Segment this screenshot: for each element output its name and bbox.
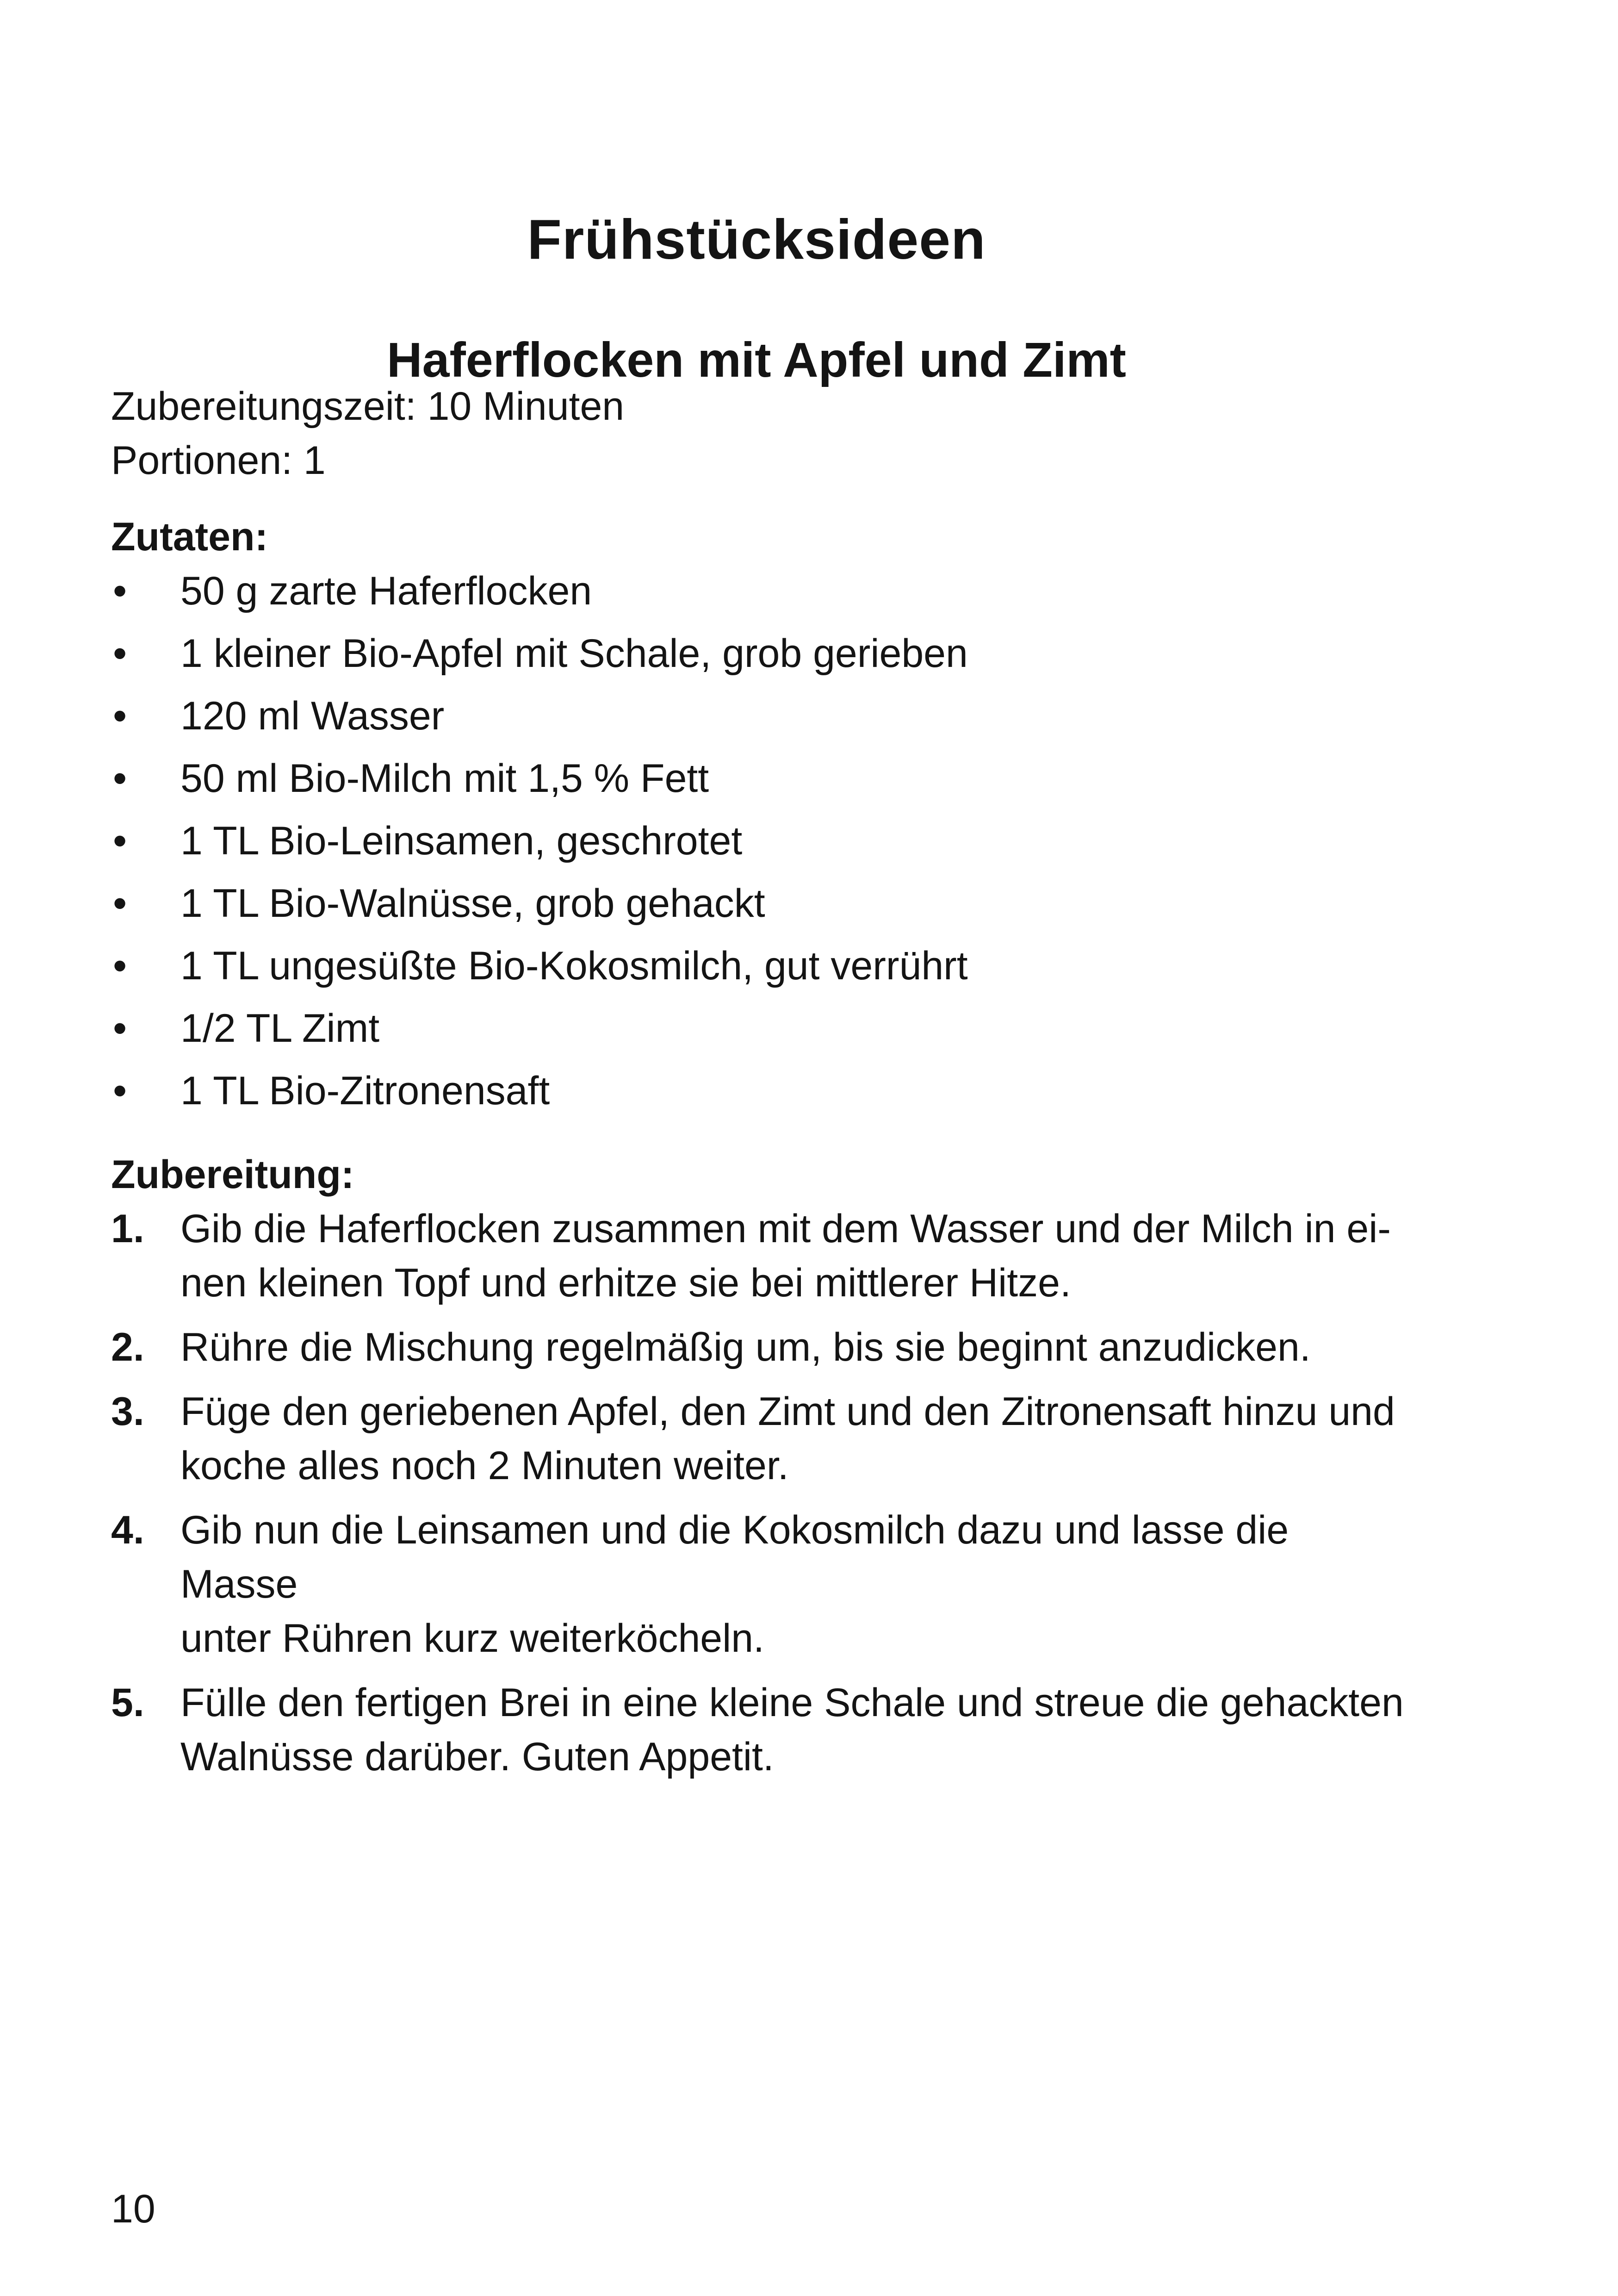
step-list [111,1202,1416,1784]
ingredient-text: 1 TL Bio-Leinsamen, geschrotet [180,819,743,863]
step-item [111,1320,1416,1375]
bullet-icon: • [113,569,127,613]
ingredient-item [111,1002,1416,1056]
steps-heading: Zubereitung: [111,1152,354,1197]
step-item [111,1385,1416,1493]
bullet-icon: • [113,694,127,738]
step-text: Fülle den fertigen Brei in eine kleine Schale und streue die gehackten Walnüsse darüber. Guten Appetit. [180,1680,1404,1779]
step-number: 1. [111,1207,144,1251]
bullet-icon: • [113,1006,127,1051]
step-item [111,1503,1416,1666]
bullet-icon: • [113,881,127,926]
ingredient-text: 1 TL ungesüßte Bio-Kokosmilch, gut verrührt [180,944,968,988]
step-number: 3. [111,1389,144,1434]
ingredient-item [111,939,1416,993]
ingredients-heading: Zutaten: [111,515,268,559]
ingredient-text: 1 TL Bio-Zitronensaft [180,1069,550,1113]
bullet-icon: • [113,756,127,801]
prep-time: Zubereitungszeit: 10 Minuten [111,384,625,429]
ingredient-item [111,627,1416,681]
bullet-icon: • [113,944,127,988]
bullet-icon: • [113,819,127,863]
ingredient-text: 1 TL Bio-Walnüsse, grob gehackt [180,881,765,926]
ingredient-text: 1 kleiner Bio-Apfel mit Schale, grob gerieben [180,631,968,676]
ingredient-item [111,564,1416,618]
recipe-title: Haferflocken mit Apfel und Zimt [387,332,1126,387]
step-item [111,1676,1416,1784]
step-text: Rühre die Mischung regelmäßig um, bis sie beginnt anzudicken. [180,1325,1311,1369]
ingredient-list [111,564,1416,1118]
ingredient-text: 1/2 TL Zimt [180,1006,380,1051]
step-number: 4. [111,1508,144,1552]
step-number: 5. [111,1680,144,1725]
ingredient-text: 50 g zarte Haferflocken [180,569,592,613]
step-text: Füge den geriebenen Apfel, den Zimt und den Zitronensaft hinzu und koche alles noch 2 Minuten weiter. [180,1389,1395,1488]
bullet-icon: • [113,631,127,676]
ingredient-item [111,689,1416,743]
ingredient-item [111,877,1416,931]
servings: Portionen: 1 [111,438,326,483]
step-number: 2. [111,1325,144,1369]
step-text: Gib die Haferflocken zusammen mit dem Wasser und der Milch in ei- nen kleinen Topf und erhitze sie bei mittlerer Hitze. [180,1207,1391,1305]
step-text: Gib nun die Leinsamen und die Kokosmilch dazu und lasse die Masse unter Rühren kurz weiterköcheln. [180,1508,1289,1661]
bullet-icon: • [113,1069,127,1113]
ingredient-text: 120 ml Wasser [180,694,445,738]
page-number: 10 [111,2187,155,2231]
ingredient-item [111,814,1416,868]
ingredient-text: 50 ml Bio-Milch mit 1,5 % Fett [180,756,709,801]
ingredient-item [111,752,1416,806]
page-title: Frühstücksideen [527,207,986,271]
recipe-body [111,380,1416,1794]
step-item [111,1202,1416,1310]
ingredient-item [111,1064,1416,1118]
